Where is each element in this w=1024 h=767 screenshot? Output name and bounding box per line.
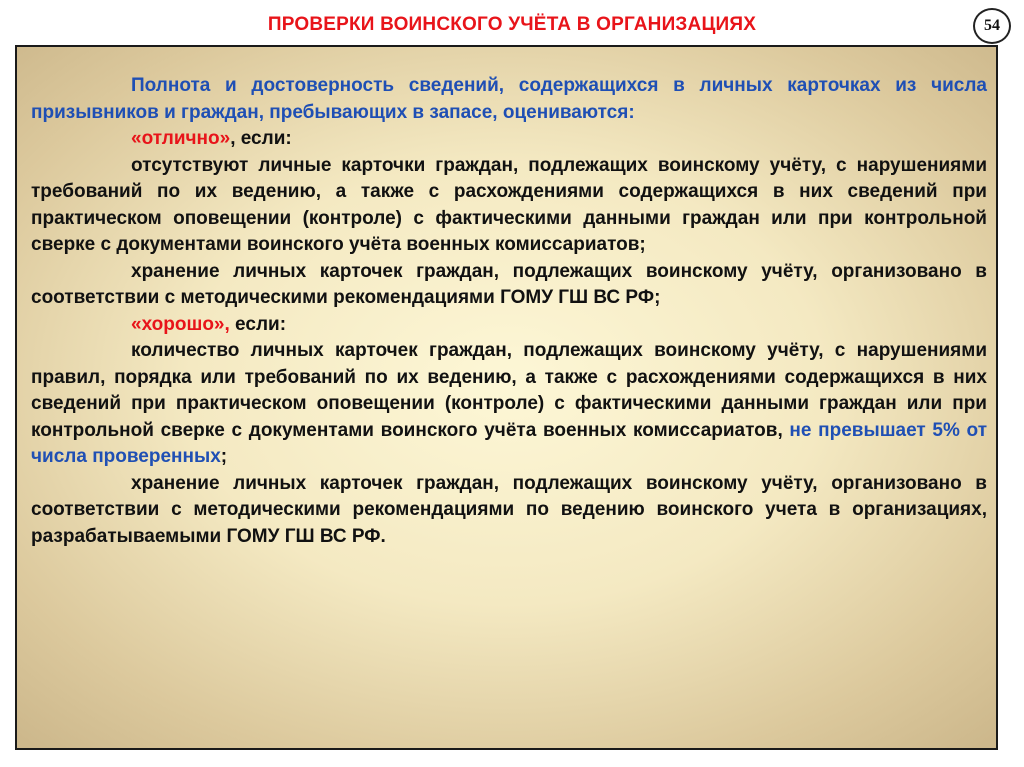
grade-good-suffix: если: (229, 313, 287, 335)
slide-title: ПРОВЕРКИ ВОИНСКОГО УЧЁТА В ОРГАНИЗАЦИЯХ (267, 14, 757, 35)
content-text (31, 73, 987, 550)
grade-excellent-label: «отлично» (131, 128, 231, 149)
grade-excellent-line (31, 126, 987, 153)
grade-excellent-suffix: , если: (230, 128, 292, 149)
excellent-criterion-1: отсутствуют личные карточки граждан, подлежащих воинскому учёту, с нарушениями требований по их ведению, а также с расхождениями содержащихся в них сведений при практическом оповещении (контроле) с фактическими данными граждан или при контрольной сверке с документами воинского учёта военных комиссариатов; (31, 154, 987, 255)
intro-paragraph: Полнота и достоверность сведений, содержащихся в личных карточках из числа призывников и граждан, пребывающих в запасе, оцениваются: (31, 75, 987, 123)
good-criterion-1-end: ; (220, 446, 228, 467)
good-criterion-1 (31, 338, 987, 471)
good-criterion-2: хранение личных карточек граждан, подлежащих воинскому учёту, организовано в соответствии с методическими рекомендациями по ведению воинского учета в организациях, разрабатываемыми ГОМУ ГШ ВС РФ. (31, 472, 987, 547)
excellent-criterion-2: хранение личных карточек граждан, подлежащих воинскому учёту, организовано в соответствии с методическими рекомендациями ГОМУ ГШ ВС РФ; (31, 260, 987, 308)
grade-good-line (31, 312, 987, 339)
good-criterion-1-text: количество личных карточек граждан, подлежащих воинскому учёту, с нарушениями правил, порядка или требований по их ведению, а также с расхождениями содержащихся в них сведений при практическом оповещении (контроле) с фактическими данными граждан или при контрольной сверке с документами воинского учёта военных комиссариатов, (31, 340, 987, 441)
good-criterion-1-highlight: не превышает 5% от числа проверенных (31, 419, 987, 467)
content-panel (15, 45, 998, 750)
grade-good-label: «хорошо», (131, 313, 230, 335)
page-number-badge: 54 (973, 8, 1011, 44)
